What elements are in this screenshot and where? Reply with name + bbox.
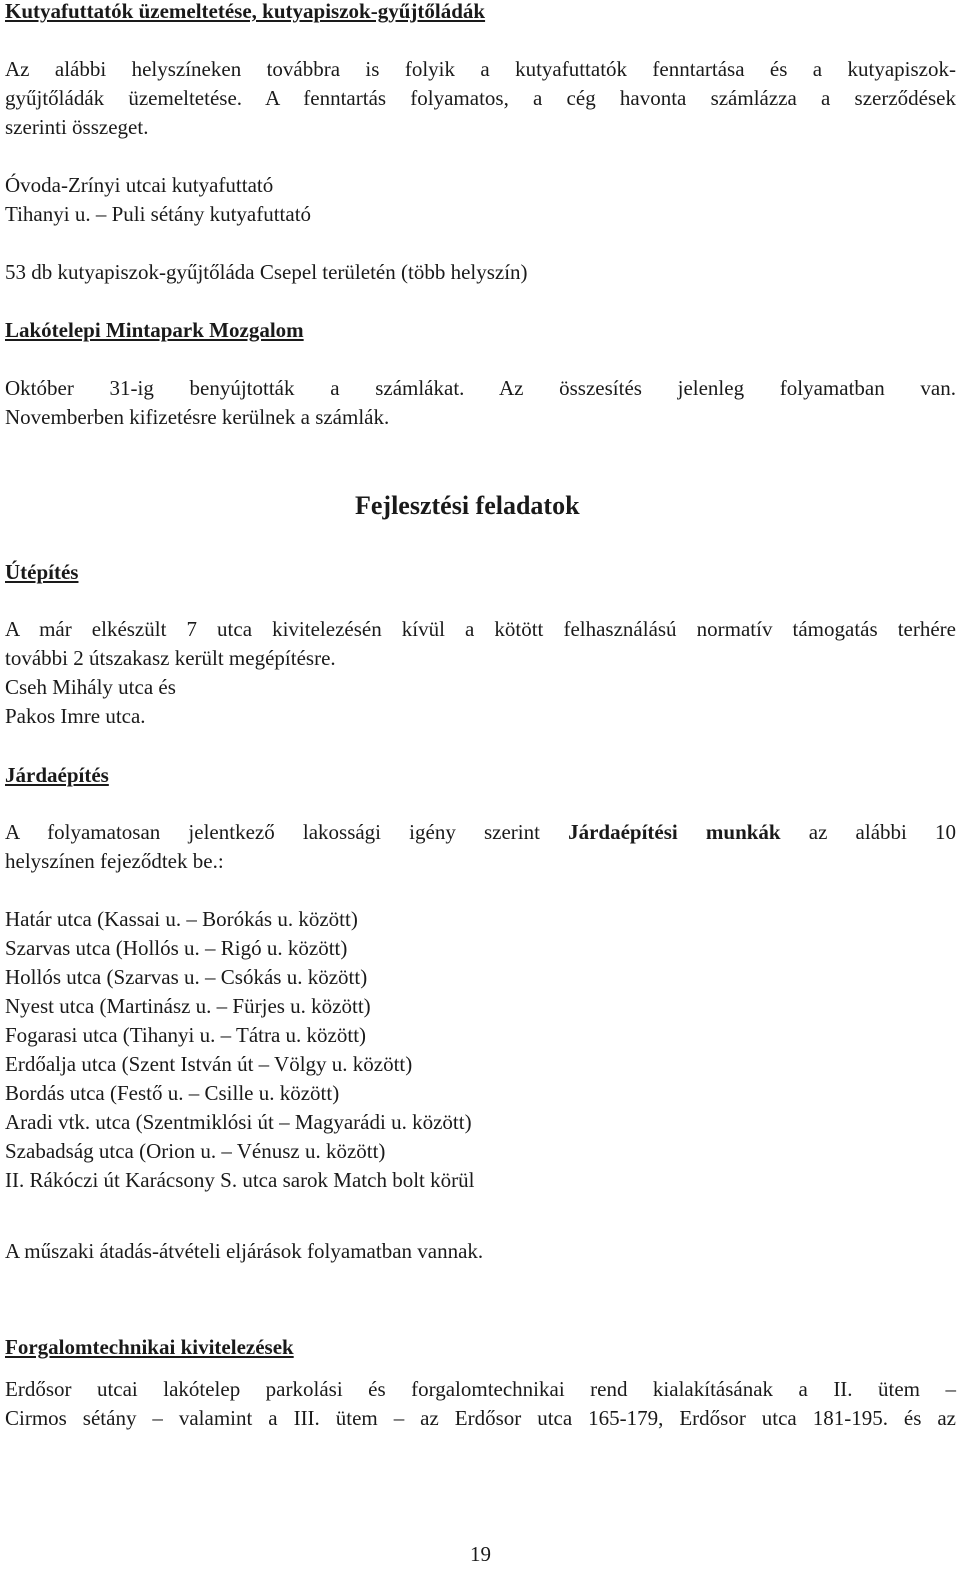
paragraph-handover: A műszaki átadás-átvételi eljárások folyamatban vannak. — [5, 1239, 484, 1263]
text-run: az alábbi 10 — [780, 820, 956, 844]
paragraph-line: Pakos Imre utca. — [5, 704, 146, 728]
list-item: Bordás utca (Festő u. – Csille u. között) — [5, 1081, 340, 1105]
paragraph-line: szerinti összeget. — [5, 115, 149, 139]
paragraph-line: Erdősor utcai lakótelep parkolási és forgalomtechnikai rend kialakításának a II. ütem – — [5, 1377, 956, 1401]
heading-mintapark: Lakótelepi Mintapark Mozgalom — [5, 318, 304, 342]
paragraph-mintapark — [5, 374, 956, 432]
list-item: Hollós utca (Szarvas u. – Csókás u. között) — [5, 965, 368, 989]
paragraph-sidewalk — [5, 818, 956, 876]
list-item: Határ utca (Kassai u. – Borókás u. között) — [5, 907, 358, 931]
sidewalk-list — [5, 905, 956, 1195]
heading-dog-runs: Kutyafuttatók üzemeltetése, kutyapiszok-gyűjtőládák — [5, 0, 486, 23]
bins-line: 53 db kutyapiszok-gyűjtőláda Csepel területén (több helyszín) — [5, 260, 528, 284]
heading-road-construction: Útépítés — [5, 560, 79, 584]
paragraph-line — [5, 818, 956, 847]
text-run: A folyamatosan jelentkező lakossági igény szerint — [5, 820, 569, 844]
list-item: Szarvas utca (Hollós u. – Rigó u. között) — [5, 936, 348, 960]
heading-sidewalk-construction: Járdaépítés — [5, 763, 109, 787]
bold-text-run: Járdaépítési munkák — [568, 820, 781, 844]
paragraph-traffic-engineering — [5, 1375, 956, 1433]
list-item: II. Rákóczi út Karácsony S. utca sarok Match bolt körül — [5, 1168, 475, 1192]
paragraph-dog-runs — [5, 55, 956, 142]
list-item: Fogarasi utca (Tihanyi u. – Tátra u. között) — [5, 1023, 367, 1047]
paragraph-line: Cseh Mihály utca és — [5, 675, 176, 699]
page-number: 19 — [470, 1542, 491, 1566]
list-item: Aradi vtk. utca (Szentmiklósi út – Magyarádi u. között) — [5, 1110, 472, 1134]
paragraph-line: helyszínen fejeződtek be.: — [5, 849, 224, 873]
paragraph-road-construction — [5, 615, 956, 731]
paragraph-line: további 2 útszakasz került megépítésre. — [5, 646, 336, 670]
list-item: Erdőalja utca (Szent István út – Völgy u. között) — [5, 1052, 413, 1076]
heading-traffic-engineering: Forgalomtechnikai kivitelezések — [5, 1335, 294, 1359]
list-item: Óvoda-Zrínyi utcai kutyafuttató — [5, 173, 274, 197]
paragraph-line: A már elkészült 7 utca kivitelezésén kívül a kötött felhasználású normatív támogatás terhére — [5, 617, 956, 641]
list-item: Szabadság utca (Orion u. – Vénusz u. között) — [5, 1139, 386, 1163]
list-item: Tihanyi u. – Puli sétány kutyafuttató — [5, 202, 312, 226]
dog-run-list — [5, 171, 956, 229]
paragraph-line: Október 31-ig benyújtották a számlákat. Az összesítés jelenleg folyamatban van. — [5, 376, 956, 400]
paragraph-line: Az alábbi helyszíneken továbbra is folyik a kutyafuttatók fenntartása és a kutyapiszok- — [5, 57, 956, 81]
list-item: Nyest utca (Martinász u. – Fürjes u. között) — [5, 994, 371, 1018]
paragraph-line: Cirmos sétány – valamint a III. ütem – az Erdősor utca 165-179, Erdősor utca 181-195. és az — [5, 1406, 956, 1430]
paragraph-line: Novemberben kifizetésre kerülnek a számlák. — [5, 405, 390, 429]
paragraph-line: gyűjtőládák üzemeltetése. A fenntartás folyamatos, a cég havonta számlázza a szerződések — [5, 86, 956, 110]
section-title: Fejlesztési feladatok — [355, 491, 580, 520]
